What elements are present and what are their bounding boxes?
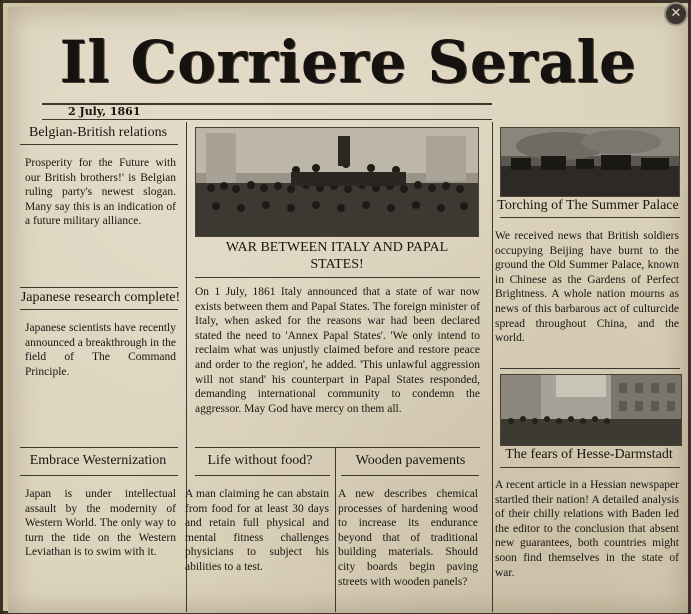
issue-date: 2 July, 1861 [68, 105, 141, 118]
article-japanese-research: Japanese scientists have recently announced a breakthrough in the field of The Command Principle. [25, 322, 176, 378]
headline-westernization: Embrace Westernization [29, 453, 167, 468]
date-rule-bottom [42, 119, 492, 120]
photo-soldiers-image [196, 128, 478, 236]
newspaper-title: Il Corriere Serale [59, 28, 637, 96]
left-rule-5 [20, 475, 178, 476]
right-rule-2 [500, 368, 680, 369]
newspaper-page [8, 7, 688, 613]
headline-japanese-research: Japanese research complete! [20, 290, 181, 305]
right-rule-1 [500, 217, 680, 218]
left-rule-3 [20, 309, 178, 310]
headline-life-without-food: Life without food? [207, 453, 313, 468]
photo-soldiers [195, 127, 479, 237]
article-summer-palace: We received news that British soldiers occupying Beijing have burnt to the ground the Old Summer Palace, known in Chinese as the Gardens of Perfect Brightness. A whole nation mourns as news of this barbarous act of culturcide spread throughout China, and the world. [495, 230, 679, 345]
photo-hesse-darmstadt-image [501, 375, 681, 445]
article-war-italy: On 1 July, 1861 Italy announced that a state of war now exists between them and Papal States. The foreign minister of Italy, when asked for the reasons war had been declared stated the need to 'Annex Papal States'. 'We only intend to reclaim what was unjustly claimed before and restore peace and order to the region', he added. 'This unlawful aggression will not stand' his counterpart in Papal States responded, demanding international community to condemn the aggressor. May God have mercy on them all. [195, 286, 480, 415]
photo-summer-palace-image [501, 128, 679, 196]
article-hesse-darmstadt: A recent article in a Hessian newspaper startled their nation! A detailed analysis of their chilly relations with Baden led the editor to the conclusion that absent new guarantees, both countries might soon find themselves in the state of war. [495, 479, 679, 579]
left-rule-4 [20, 447, 178, 448]
photo-hesse-darmstadt [500, 374, 682, 446]
center-subcolumn-divider [335, 447, 336, 612]
headline-belgian-british: Belgian-British relations [28, 125, 168, 140]
left-rule-1 [20, 144, 178, 145]
article-life-without-food: A man claiming he can abstain from food for at least 30 days and retain full physical and mental fitness challenges physicians to subject his abilities to a test. [185, 488, 329, 573]
center-rule-1 [195, 277, 480, 278]
center-rule-3 [195, 475, 330, 476]
close-button[interactable] [664, 2, 688, 26]
headline-wooden-pavements: Wooden pavements [355, 453, 466, 468]
close-icon[interactable]: ✕ [670, 6, 682, 21]
headline-summer-palace: Torching of The Summer Palace [497, 198, 679, 213]
center-rule-2 [195, 447, 480, 448]
headline-hesse-darmstadt: The fears of Hesse-Darmstadt [505, 447, 673, 462]
left-rule-2 [20, 287, 178, 288]
article-westernization: Japan is under intellectual assault by the modernity of Western World. The only way to turn the tide on the Western Leviathan is to swim with it. [25, 488, 176, 559]
column-divider-right [492, 122, 493, 612]
article-belgian-british: Prosperity for the Future with our British brothers!' is Belgian ruling party's newest slogan. Many say this is an indication of a future military alliance. [25, 157, 176, 228]
headline-war-italy: WAR BETWEEN ITALY AND PAPAL STATES! [225, 240, 449, 272]
photo-summer-palace [500, 127, 680, 197]
right-rule-3 [500, 467, 680, 468]
article-wooden-pavements: A new describes chemical processes of hardening wood to increase its endurance beyond that of traditional building materials. Should city boards begin paving streets with wooden panels? [338, 488, 478, 588]
center-rule-4 [341, 475, 479, 476]
